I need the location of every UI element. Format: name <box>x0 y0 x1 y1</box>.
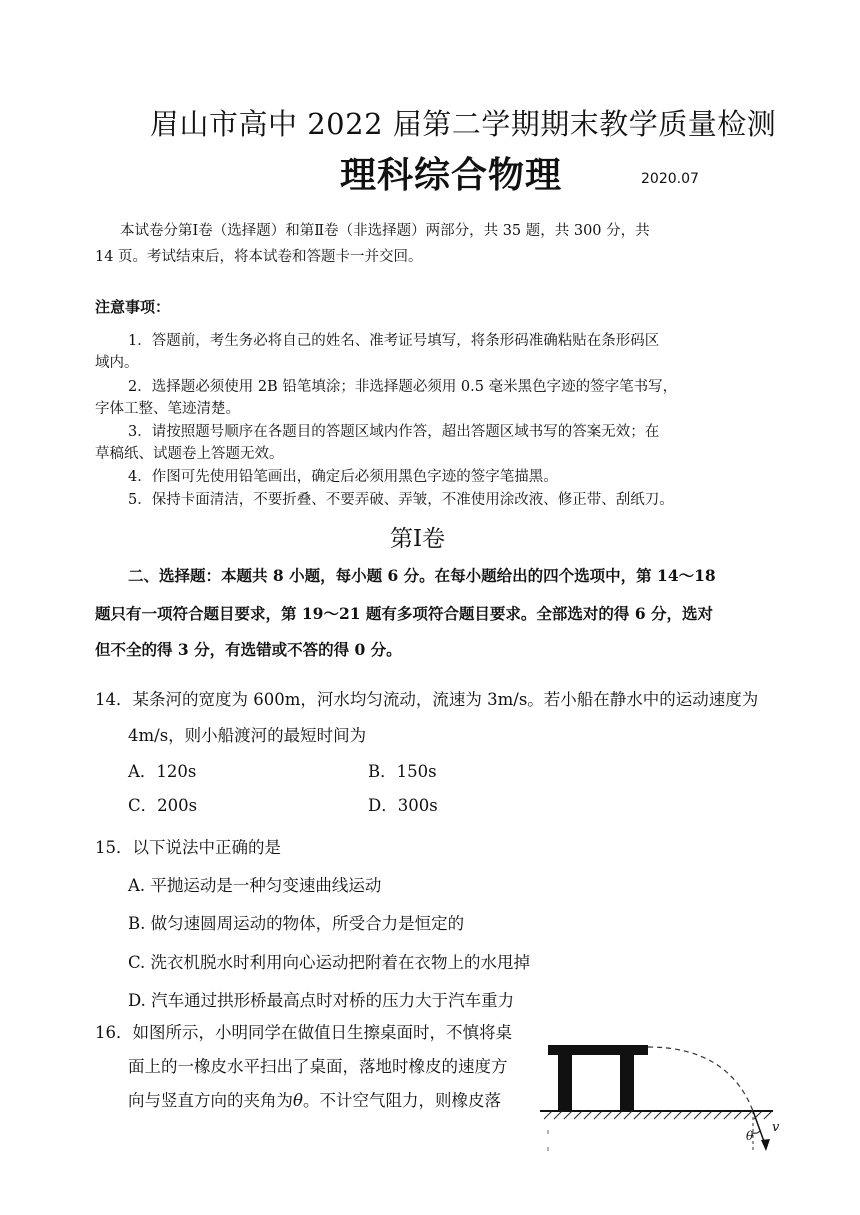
question-16-stem-cont-1: 面上的一橡皮水平扫出了桌面，落地时橡皮的速度方 <box>128 1057 508 1076</box>
question-14-option-d: D．300s <box>368 796 438 815</box>
question-14-option-a: A．120s <box>128 762 197 781</box>
section-instructions-2: 题只有一项符合题目要求，第 19～21 题有多项符合题目要求。全部选对的得 6 分，选对 <box>95 604 714 623</box>
question-15-stem: 15．以下说法中正确的是 <box>95 838 281 857</box>
notice-item-1: 1．答题前，考生务必将自己的姓名、准考证号填写，将条形码准确粘贴在条形码区 <box>128 333 660 349</box>
question-16-stem-cont-2 <box>128 1087 501 1111</box>
question-16-text-a: 向与竖直方向的夹角为 <box>128 1091 293 1110</box>
velocity-label: v <box>772 1120 780 1135</box>
notice-item-2: 2．选择题必须使用 2B 铅笔填涂；非选择题必须用 0.5 毫米黑色字迹的签字笔书写， <box>128 379 678 395</box>
question-16-figure <box>538 1035 788 1160</box>
intro-line-2: 14 页。考试结束后，将本试卷和答题卡一并交回。 <box>95 249 423 265</box>
notice-item-5: 5．保持卡面清洁，不要折叠、不要弄破、弄皱，不准使用涂改液、修正带、刮纸刀。 <box>128 492 674 508</box>
notice-item-2-cont: 字体工整、笔迹清楚。 <box>95 401 240 417</box>
exam-date: 2020.07 <box>641 171 699 187</box>
angle-arc <box>753 1131 760 1133</box>
section-title: 第Ⅰ卷 <box>390 526 446 552</box>
notice-heading: 注意事项： <box>95 298 171 316</box>
question-14-stem-cont: 4m/s，则小船渡河的最短时间为 <box>128 726 367 745</box>
trajectory-path <box>648 1047 753 1111</box>
theta-label: θ <box>746 1129 754 1143</box>
ground-hatching <box>544 1111 772 1119</box>
intro-line-1: 本试卷分第Ⅰ卷（选择题）和第Ⅱ卷（非选择题）两部分，共 35 题，共 300 分，共 <box>120 223 650 239</box>
question-14-option-b: B．150s <box>368 762 437 781</box>
velocity-arrow-head <box>761 1139 770 1151</box>
question-15-option-a: A. 平抛运动是一种匀变速曲线运动 <box>128 876 382 895</box>
exam-subtitle: 理科综合物理 <box>340 154 563 196</box>
section-instructions-3: 但不全的得 3 分，有选错或不答的得 0 分。 <box>95 640 402 659</box>
notice-item-3-cont: 草稿纸、试题卷上答题无效。 <box>95 446 284 462</box>
question-14-option-c: C．200s <box>128 796 198 815</box>
table-leg-left <box>558 1055 572 1111</box>
notice-item-3: 3．请按照题号顺序在各题目的答题区域内作答，超出答题区域书写的答案无效；在 <box>128 424 660 440</box>
question-16-text-b: 。不计空气阻力，则橡皮落 <box>302 1091 501 1110</box>
question-16-stem: 16．如图所示，小明同学在做值日生擦桌面时，不慎将桌 <box>95 1023 512 1042</box>
section-instructions-1: 二、选择题：本题共 8 小题，每小题 6 分。在每小题给出的四个选项中，第 14～18 <box>128 566 716 585</box>
theta-symbol: θ <box>293 1091 303 1110</box>
exam-title: 眉山市高中 2022 届第二学期期末教学质量检测 <box>150 107 777 141</box>
question-15-option-b: B. 做匀速圆周运动的物体，所受合力是恒定的 <box>128 914 465 933</box>
table-top <box>548 1045 648 1055</box>
notice-item-1-cont: 域内。 <box>95 355 139 371</box>
notice-item-4: 4．作图可先使用铅笔画出，确定后必须用黑色字迹的签字笔描黑。 <box>128 469 558 485</box>
table-leg-right <box>620 1055 634 1111</box>
question-15-option-c: C. 洗衣机脱水时利用向心运动把附着在衣物上的水甩掉 <box>128 953 531 972</box>
question-14-stem: 14．某条河的宽度为 600m，河水均匀流动，流速为 3m/s。若小船在静水中的运动速度为 <box>95 690 759 709</box>
question-15-option-d: D. 汽车通过拱形桥最高点时对桥的压力大于汽车重力 <box>128 991 515 1010</box>
